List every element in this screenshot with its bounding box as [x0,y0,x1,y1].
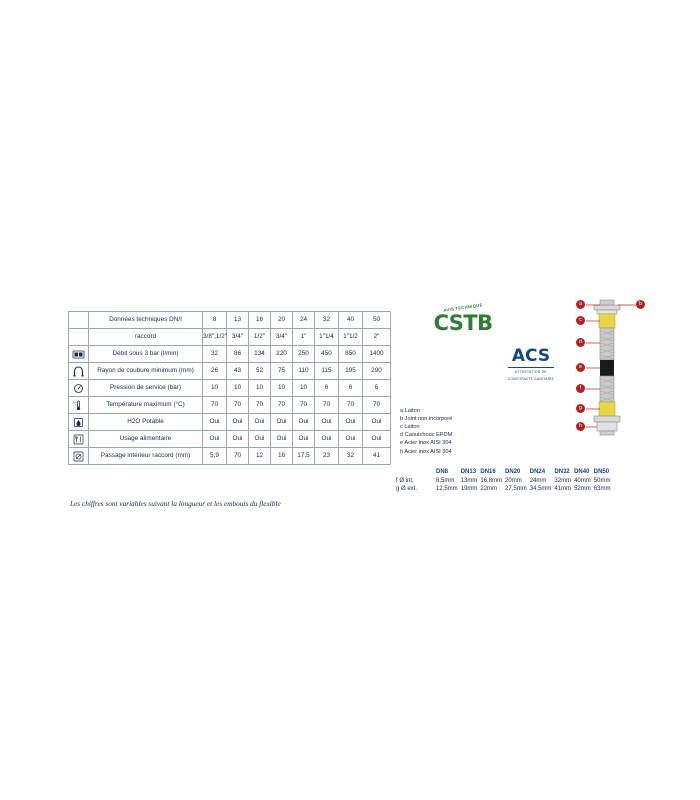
cell-rayon-0: 26 [203,363,227,380]
diameter-header-spacer [396,469,436,478]
row-label-passage: Passage intérieur raccord (mm) [89,448,203,465]
cell-potable-4: Oui [293,414,315,431]
cell-potable-5: Oui [315,414,339,431]
legend-item-b: b Joint non incorporé [400,416,453,423]
legend-item-a: a Laiton [400,408,420,414]
cell-temperature-5: 70 [315,397,339,414]
dn-int-7: 50mm [593,478,611,484]
acs-subtitle-line2: CONFORMITÉ SANITAIRE [507,377,555,382]
callout-a: a [576,300,585,309]
row-label-rayon: Rayon de coubure minimum (mm) [89,363,203,380]
bend-radius-icon-svg [72,366,85,377]
table-row [69,363,391,380]
materials-legend [400,407,452,456]
svg-text:°C: °C [73,401,77,405]
dn-head-6: DN40 [574,469,590,475]
cell-passage-4: 17,5 [293,448,315,465]
acs-logo [500,348,562,394]
cell-pression-1: 10 [227,380,249,397]
table-header-dn-row [69,312,391,329]
header-raccord-2: 1/2" [249,329,271,346]
hose-illustration [556,291,666,456]
cell-rayon-2: 52 [249,363,271,380]
cell-rayon-5: 115 [315,363,339,380]
thermometer-icon-svg [72,400,85,411]
dn-head-2: DN16 [480,469,496,475]
diameter-icon-svg [72,451,85,462]
header-dn-7: 50 [363,312,391,329]
pressure-gauge-icon-svg [72,383,85,394]
acs-wordmark: ACS [511,346,551,366]
diameter-icon [69,448,89,465]
header-dn-0: 8 [203,312,227,329]
water-drop-icon [69,414,89,431]
callout-e: e [576,363,585,372]
cell-alimentaire-7: Oui [363,431,391,448]
header-raccord-0: 3/8",1/2" [203,329,227,346]
technical-data-table [68,311,391,465]
cell-potable-6: Oui [339,414,363,431]
callout-g: g [576,404,585,413]
dn-ext-4: 34,5mm [529,486,552,492]
cell-passage-7: 41 [363,448,391,465]
header-raccord-7: 2" [363,329,391,346]
cstb-wordmark: CSTB [433,311,493,335]
cell-rayon-3: 75 [271,363,293,380]
cell-alimentaire-1: Oui [227,431,249,448]
bend-radius-icon [69,363,89,380]
header-dn-5: 32 [315,312,339,329]
dn-head-7: DN50 [593,469,610,475]
cell-alimentaire-3: Oui [271,431,293,448]
hose-diagram-svg [556,291,666,456]
cell-debit-6: 850 [339,346,363,363]
table-row [69,431,391,448]
header-raccord-4: 1" [293,329,315,346]
cell-pression-5: 6 [315,380,339,397]
dn-ext-1: 19mm [460,486,478,492]
cell-rayon-6: 195 [339,363,363,380]
dn-ext-3: 27,5mm [505,486,527,492]
row-label-pression: Pression de service (bar) [89,380,203,397]
row-label-potable: H2O Potable [89,414,203,431]
diameter-row-label-ext: g Ø ext. [396,486,418,492]
header-dn-1: 13 [227,312,249,329]
dn-int-3: 20mm [505,478,522,484]
cell-passage-1: 70 [227,448,249,465]
diameter-row-label-int: f Ø int. [396,478,414,484]
header-dn-4: 24 [293,312,315,329]
legend-item-e: e Acier inox AISI 304 [400,440,452,447]
cell-pression-0: 10 [203,380,227,397]
cell-temperature-0: 70 [203,397,227,414]
dn-head-3: DN20 [505,469,521,475]
cell-potable-1: Oui [227,414,249,431]
cell-alimentaire-0: Oui [203,431,227,448]
dn-int-0: 8,5mm [436,478,455,484]
header-dn-3: 20 [271,312,293,329]
header-icon-spacer [69,312,89,329]
table-footnote: Les chiffres sont variables suivant la longueur et les embouts du flexible [70,499,281,508]
cell-debit-7: 1400 [363,346,391,363]
cell-temperature-3: 70 [271,397,293,414]
cell-debit-0: 32 [203,346,227,363]
table-header-raccord-row [69,329,391,346]
cell-alimentaire-5: Oui [315,431,339,448]
cell-temperature-1: 70 [227,397,249,414]
row-label-debit: Débit sous 3 bar (l/min) [89,346,203,363]
legend-item-c: c Laiton [400,424,420,431]
legend-item-d: d Caoutchouc EPDM [400,432,453,439]
dn-ext-7: 63mm [593,486,611,492]
dn-head-5: DN32 [554,469,570,475]
row-label-alimentaire: Usage alimentaire [89,431,203,448]
cell-pression-6: 6 [339,380,363,397]
header-icon-spacer-2 [69,329,89,346]
callout-b: b [636,300,645,309]
cell-potable-2: Oui [249,414,271,431]
callout-h: h [576,422,585,431]
header-label-raccord: raccord [89,329,203,346]
header-raccord-6: 1"1/2 [339,329,363,346]
cstb-arc-text: AVIS TECHNIQUE [443,302,483,313]
acs-subtitle-line1: ATTESTATION DE [515,370,547,374]
cell-potable-7: Oui [363,414,391,431]
acs-divider [508,367,554,368]
water-drop-icon-svg [72,417,85,428]
cell-rayon-7: 290 [363,363,391,380]
cell-alimentaire-4: Oui [293,431,315,448]
cell-passage-0: 5,9 [203,448,227,465]
diameter-row-int [396,478,613,486]
pressure-gauge-icon [69,380,89,397]
header-raccord-5: 1"1/4 [315,329,339,346]
cutlery-icon [69,431,89,448]
dn-head-4: DN24 [529,469,546,475]
dn-int-2: 16,8mm [480,478,503,484]
cstb-logo [424,302,502,353]
dn-int-4: 24mm [529,478,547,484]
diameter-header-row [396,469,613,478]
cell-pression-4: 10 [293,380,315,397]
cell-rayon-4: 110 [293,363,315,380]
cell-debit-2: 134 [249,346,271,363]
header-label-dn: Données techniques DN/I [89,312,203,329]
cell-debit-1: 86 [227,346,249,363]
dn-ext-5: 41mm [554,486,572,492]
table-row [69,346,391,363]
dn-int-1: 13mm [460,478,478,484]
cell-debit-4: 250 [293,346,315,363]
cell-debit-3: 220 [271,346,293,363]
dn-int-6: 40mm [574,478,591,484]
dn-head-0: DN8 [436,469,449,475]
callout-c: c [576,316,585,325]
dn-ext-6: 52mm [574,486,591,492]
table-row [69,397,391,414]
cell-pression-3: 10 [271,380,293,397]
header-raccord-1: 3/4" [227,329,249,346]
technical-table-container [68,311,390,465]
diameter-row-ext [396,486,613,494]
dn-int-5: 32mm [554,478,572,484]
cell-temperature-4: 70 [293,397,315,414]
cell-temperature-6: 70 [339,397,363,414]
diameter-table [396,469,613,494]
cell-alimentaire-2: Oui [249,431,271,448]
cell-rayon-1: 43 [227,363,249,380]
table-row [69,448,391,465]
dn-head-1: DN13 [460,469,477,475]
dn-ext-2: 22mm [480,486,498,492]
cell-potable-0: Oui [203,414,227,431]
table-row [69,414,391,431]
cell-temperature-2: 70 [249,397,271,414]
header-dn-2: 16 [249,312,271,329]
cell-potable-3: Oui [271,414,293,431]
dn-ext-0: 12,5mm [436,486,458,492]
flow-meter-icon-svg [72,349,85,360]
cell-pression-2: 10 [249,380,271,397]
flow-meter-icon [69,346,89,363]
table-row [69,380,391,397]
cell-passage-3: 16 [271,448,293,465]
row-label-temperature: Température maximum (°C) [89,397,203,414]
cell-alimentaire-6: Oui [339,431,363,448]
legend-item-h: h Acier inox AISI 304 [400,448,452,455]
cell-pression-7: 6 [363,380,391,397]
callout-d: d [576,338,585,347]
thermometer-icon [69,397,89,414]
cell-temperature-7: 70 [363,397,391,414]
diameter-table-inner [396,469,613,494]
cell-passage-5: 23 [315,448,339,465]
header-dn-6: 40 [339,312,363,329]
callout-f: f [576,384,585,393]
cutlery-icon-svg [72,434,85,445]
cell-passage-2: 12 [249,448,271,465]
cell-debit-5: 450 [315,346,339,363]
cell-passage-6: 32 [339,448,363,465]
header-raccord-3: 3/4" [271,329,293,346]
